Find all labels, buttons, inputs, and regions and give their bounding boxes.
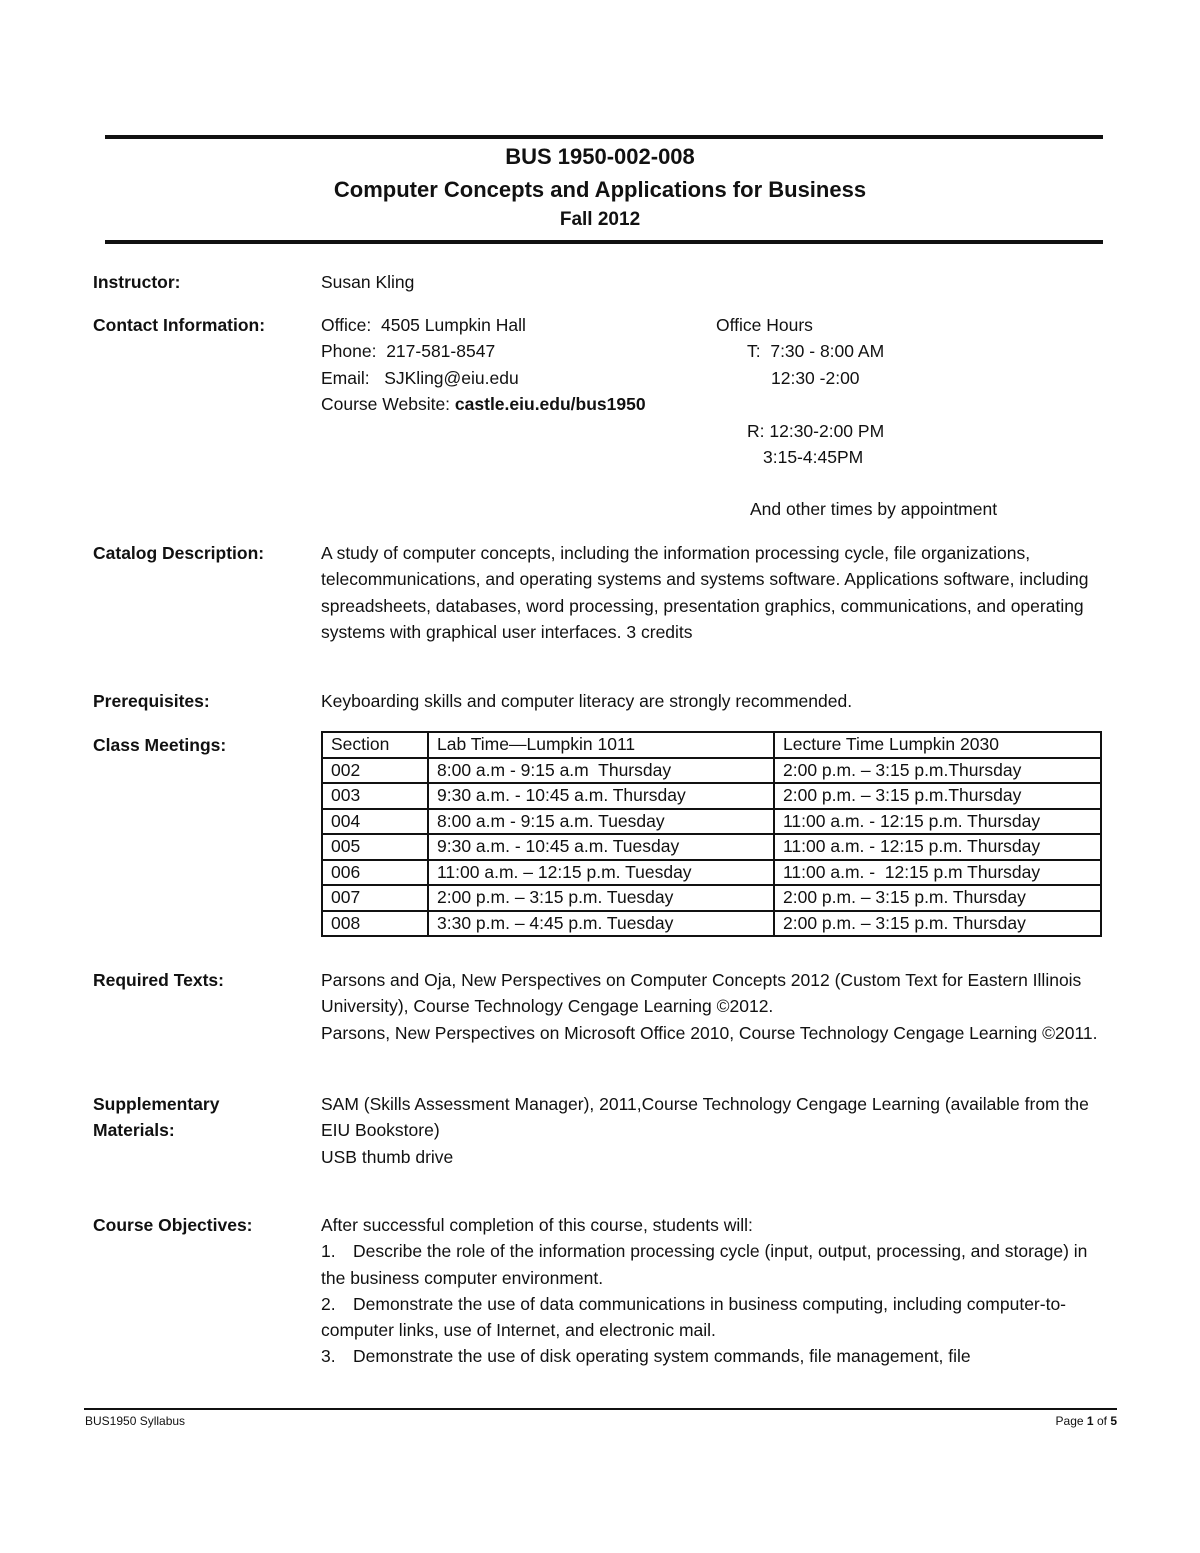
objectives-label: Course Objectives: [93,1215,253,1235]
supplementary-text-2: USB thumb drive [321,1146,454,1167]
lab-time-cell: 9:30 a.m. - 10:45 a.m. Thursday [428,783,774,809]
office-hours-other: And other times by appointment [750,499,998,519]
lab-time-cell: 2:00 p.m. – 3:15 p.m. Tuesday [428,885,774,911]
lecture-time-cell: 11:00 a.m. - 12:15 p.m. Thursday [774,809,1101,835]
table-row [322,911,1101,937]
required-texts [321,967,1111,1046]
instructor-label: Instructor: [93,272,181,292]
total-pages: 5 [1110,1414,1117,1428]
supplementary-label-line1: Supplementary [93,1094,220,1114]
lab-time-cell: 3:30 p.m. – 4:45 p.m. Tuesday [428,911,774,937]
section-cell: 005 [322,834,428,860]
of-word: of [1096,1414,1107,1428]
course-title: Computer Concepts and Applications for Business [333,177,867,202]
supplementary-materials [321,1091,1111,1170]
class-meetings-label: Class Meetings: [93,735,227,755]
instructor-name: Susan Kling [321,272,415,292]
table-row [322,885,1101,911]
email-line: Email: SJKling@eiu.edu [321,367,519,388]
lab-time-cell: 9:30 a.m. - 10:45 a.m. Tuesday [428,834,774,860]
lecture-time-cell: 2:00 p.m. – 3:15 p.m.Thursday [774,783,1101,809]
contact-label: Contact Information: [93,315,266,335]
lecture-time-cell: 2:00 p.m. – 3:15 p.m.Thursday [774,758,1101,784]
supplementary-label-line2: Materials: [93,1120,175,1140]
website-line [321,391,646,417]
supplementary-text-1: SAM (Skills Assessment Manager), 2011,Course Technology Cengage Learning (available from the EIU Bookstore) [321,1094,1089,1141]
header-top-rule [105,135,1103,139]
required-text-1: Parsons and Oja, New Perspectives on Computer Concepts 2012 (Custom Text for Eastern Illinois University), Course Technology Cengage Learning ©2012. [321,970,1082,1017]
class-schedule-table [321,731,1102,937]
required-text-2: Parsons, New Perspectives on Microsoft Office 2010, Course Technology Cengage Learning ©2011. [321,1022,1098,1043]
office-hours-thursday-1: R: 12:30-2:00 PM [747,421,885,441]
prerequisites-text: Keyboarding skills and computer literacy are strongly recommended. [321,691,853,711]
lab-time-cell: 11:00 a.m. – 12:15 p.m. Tuesday [428,860,774,886]
header-lecture-time: Lecture Time Lumpkin 2030 [774,732,1101,758]
table-header-row [322,732,1101,758]
office-hours-title: Office Hours [716,315,813,335]
objective-number: 3. [321,1346,336,1367]
lecture-time-cell: 11:00 a.m. - 12:15 p.m. Thursday [774,834,1101,860]
website-link[interactable]: castle.eiu.edu/bus1950 [454,393,646,414]
objectives-block [321,1212,1111,1370]
footer-rule [84,1408,1117,1410]
lab-time-cell: 8:00 a.m - 9:15 a.m Thursday [428,758,774,784]
office-hours-thursday-2: 3:15-4:45PM [763,447,864,467]
office-hours-tuesday-2: 12:30 -2:00 [771,368,860,388]
office-line: Office: 4505 Lumpkin Hall [321,315,526,335]
objective-item [321,1238,1111,1291]
lecture-time-cell: 11:00 a.m. - 12:15 p.m Thursday [774,860,1101,886]
header-section: Section [322,732,428,758]
section-cell: 006 [322,860,428,886]
objective-item [321,1291,1111,1344]
table-row [322,860,1101,886]
header-bottom-rule [105,240,1103,244]
office-hours-tuesday-1: T: 7:30 - 8:00 AM [747,341,885,361]
section-cell: 008 [322,911,428,937]
page-number [1056,1414,1117,1428]
section-cell: 004 [322,809,428,835]
objective-text: Demonstrate the use of data communications in business computing, including computer-to-computer links, use of Internet, and electronic mail. [321,1293,1067,1341]
lecture-time-cell: 2:00 p.m. – 3:15 p.m. Thursday [774,911,1101,937]
section-cell: 003 [322,783,428,809]
page-word: Page [1055,1414,1084,1428]
course-code: BUS 1950-002-008 [505,144,695,169]
table-row [322,809,1101,835]
lecture-time-cell: 2:00 p.m. – 3:15 p.m. Thursday [774,885,1101,911]
section-cell: 007 [322,885,428,911]
required-texts-label: Required Texts: [93,970,224,990]
phone-line: Phone: 217-581-8547 [321,341,496,362]
header-lab-time: Lab Time—Lumpkin 1011 [428,732,774,758]
table-row [322,758,1101,784]
table-row [322,834,1101,860]
lab-time-cell: 8:00 a.m - 9:15 a.m. Tuesday [428,809,774,835]
objectives-intro: After successful completion of this course, students will: [321,1215,753,1235]
prerequisites-label: Prerequisites: [93,691,210,711]
objective-number: 1. [321,1241,336,1262]
objective-number: 2. [321,1293,336,1314]
objective-item [321,1343,1111,1369]
catalog-label: Catalog Description: [93,543,265,563]
objective-text: Describe the role of the information processing cycle (input, output, processing, and storage) in the business computer environment. [321,1241,1088,1288]
course-term: Fall 2012 [559,209,641,230]
contact-block [321,312,646,417]
supplementary-label [93,1091,219,1143]
section-cell: 002 [322,758,428,784]
footer-title: BUS1950 Syllabus [85,1414,186,1428]
table-row [322,783,1101,809]
catalog-description: A study of computer concepts, including the information processing cycle, file organizations, telecommunications, and operating systems and systems software. Applications software, including spreadsheets, databases, word processing, presentation graphics, communications, and operating systems with graphical user interfaces. 3 credits [321,543,1089,642]
website-label: Course Website: [321,393,451,414]
current-page: 1 [1086,1414,1094,1428]
objective-text: Demonstrate the use of disk operating system commands, file management, file [353,1346,971,1367]
